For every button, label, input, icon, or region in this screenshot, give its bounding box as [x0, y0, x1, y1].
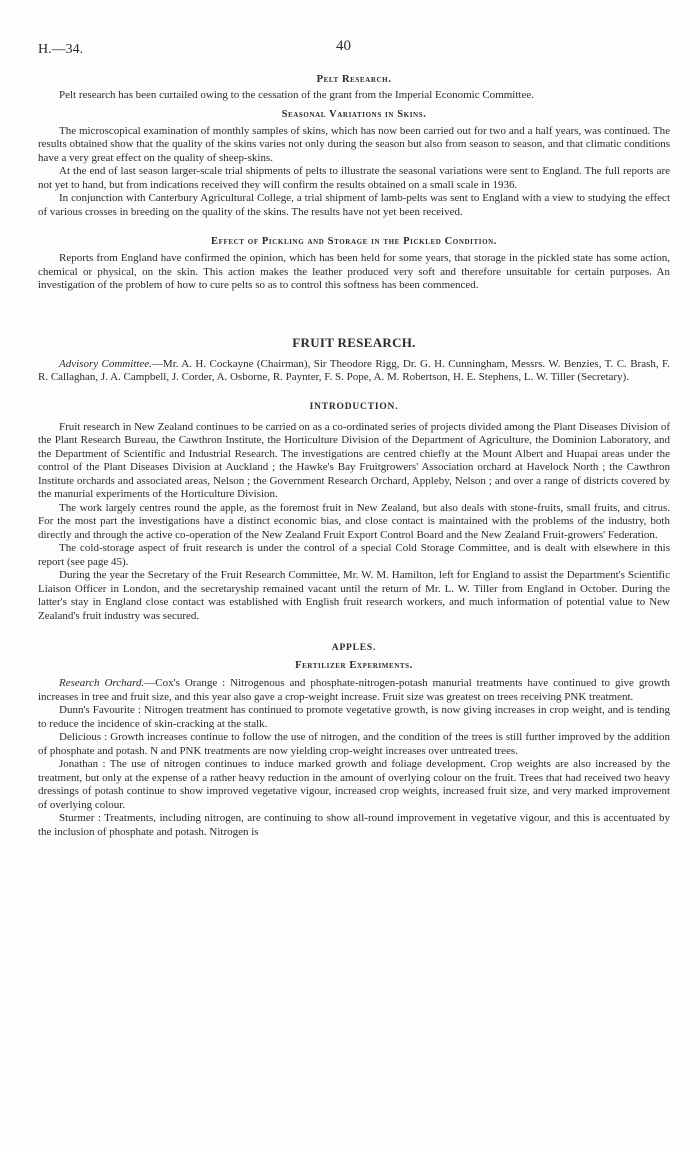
- paragraph-pelt-1: Pelt research has been curtailed owing to the cessation of the grant from the Imperial Economic Committee.: [59, 89, 534, 101]
- heading-fruit-research: FRUIT RESEARCH.: [292, 334, 416, 350]
- page-number: 40: [336, 38, 351, 54]
- advisory-committee-members: —Mr. A. H. Cockayne (Chairman), Sir Theodore Rigg, Dr. G. H. Cunningham, Messrs. W. Benzies, T. C. Brash, F. R. Callaghan, J. A. Campbell, J. Corder, A. Osborne, R. Paynter, F. S. Pope, A. M. Robertson, H. E. Stephens, L. W. Tiller (Secretary).: [38, 357, 670, 383]
- paragraph-pickling-1: Reports from England have confirmed the opinion, which has been held for some years, that storage in the pickled state has some action, chemical or physical, on the skin. This action makes the leather produced very soft and therefore unsuitable for certain purposes. An investigation of the problem of how to cure pelts so as to control this softness has been commenced.: [38, 252, 670, 291]
- paragraph-intro-1: Fruit research in New Zealand continues to be carried on as a co-ordinated series of projects divided among the Plant Diseases Division of the Plant Research Bureau, the Cawthron Institute, the Horticulture Division of the Department of Agriculture, the Dominion Laboratory, and the Department of Scientific and Industrial Research. The investigations are centred chiefly at the Mount Albert and Huapai areas under the control of the Plant Diseases Division at Auckland ; the Hawke's Bay Fruitgrowers' Association orchard at Havelock North ; the Cawthron Institute orchards and associated areas, Nelson ; the Government Research Orchard, Appleby, Nelson ; and over a range of districts covered by the manurial experiments of the Horticulture Division.: [38, 420, 670, 500]
- paragraph-apples-5: Sturmer : Treatments, including nitrogen, are continuing to show all-round improvement in vegetative vigour, and this is accentuated by the inclusion of phosphate and potash. Nitrogen is: [38, 812, 670, 838]
- paragraph-intro-2: The work largely centres round the apple, as the foremost fruit in New Zealand, but also deals with stone-fruits, small fruits, and citrus. For the most part the investigations have a distinct economic bias, and close contact is maintained with the problems of the industry, both directly and through the active co-operation of the New Zealand Fruit Export Control Board and the New Zealand Fruit-growers' Federation.: [38, 501, 670, 541]
- heading-seasonal-variations: Seasonal Variations in Skins.: [281, 108, 427, 120]
- research-orchard-text: —Cox's Orange : Nitrogenous and phosphate-nitrogen-potash manurial treatments have continued to give growth increases in tree and fruit size, and this year also gave a crop-weight increase. Fruit size was greatest on trees receiving PNK treatment.: [38, 677, 670, 703]
- advisory-committee-label: Advisory Committee.: [59, 357, 152, 370]
- heading-fertilizer-experiments: Fertilizer Experiments.: [295, 660, 413, 671]
- document-page: [38, 38, 670, 839]
- heading-apples: APPLES.: [331, 643, 377, 653]
- paragraph-seasonal-3: In conjunction with Canterbury Agricultural College, a trial shipment of lamb-pelts was sent to England with a view to studying the effect of various crosses in breeding on the quality of the skins. The results have not yet been received.: [38, 192, 670, 218]
- paragraph-apples-1: [38, 677, 670, 704]
- paragraph-intro-4: During the year the Secretary of the Fruit Research Committee, Mr. W. M. Hamilton, left for England to assist the Department's Scientific Liaison Officer in London, and the secretaryship remained vacant until the return of Mr. L. W. Tiller from England in October. During the latter's stay in England close contact was established with English fruit research workers, and much information of potential value to New Zealand's fruit industry was secured.: [38, 569, 670, 622]
- paragraph-seasonal-2: At the end of last season larger-scale trial shipments of pelts to illustrate the seasonal variations were sent to England. The full reports are not yet to hand, but from indications received they will confirm the results obtained on a small scale in 1936.: [38, 165, 670, 191]
- page-header: [38, 38, 670, 62]
- paragraph-seasonal-1: The microscopical examination of monthly samples of skins, which has now been carried out for two and a half years, was continued. The results obtained show that the quality of the skins varies not only during the season but also from season to season, and that climatic conditions have a very great effect on the quality of sheep-skins.: [38, 124, 670, 164]
- heading-pelt-research: Pelt Research.: [316, 74, 392, 85]
- paragraph-advisory-committee: [38, 358, 670, 385]
- paragraph-apples-2: Dunn's Favourite : Nitrogen treatment has continued to promote vegetative growth, is now giving increases in crop weight, and is tending to reduce the incidence of skin-cracking at the stalk.: [38, 704, 670, 730]
- paragraph-intro-3: The cold-storage aspect of fruit research is under the control of a special Cold Storage Committee, and is dealt with elsewhere in this report (see page 45).: [38, 542, 670, 568]
- paragraph-apples-4: Jonathan : The use of nitrogen continues to induce marked growth and foliage development. Crop weights are also increased by the treatment, but only at the expense of a rather heavy reduction in the amount of overlying colour on the fruit. Trees that had received two heavy dressings of potash continue to show improved vegetative vigour, increased crop weights, increased fruit size, and very marked improvement of overlying colour.: [38, 758, 670, 811]
- heading-introduction: INTRODUCTION.: [309, 401, 399, 412]
- paragraph-apples-3: Delicious : Growth increases continue to follow the use of nitrogen, and the condition of the trees is still further improved by the addition of phosphate and potash. N and PNK treatments are now yielding crop-weight increases over untreated trees.: [38, 731, 670, 757]
- research-orchard-label: Research Orchard.: [59, 677, 145, 689]
- document-reference: H.—34.: [38, 42, 84, 57]
- heading-pickling: Effect of Pickling and Storage in the Pickled Condition.: [211, 236, 497, 247]
